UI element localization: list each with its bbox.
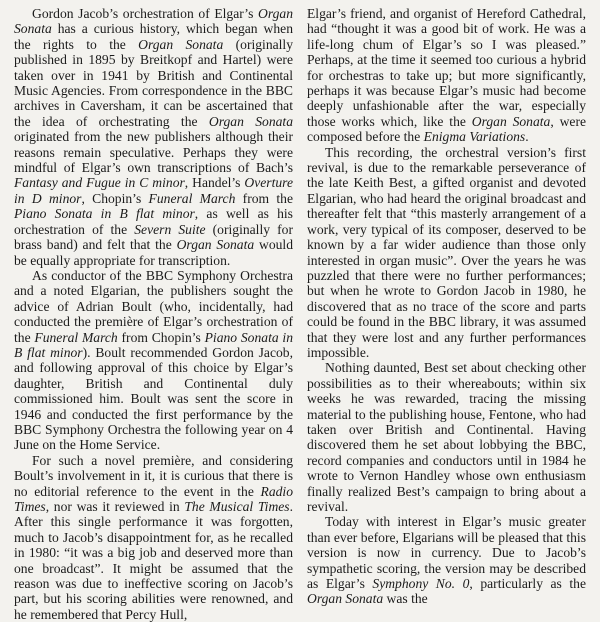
text-run: Elgar’s friend, and organist of Hereford Cathedral, had “thought it was a good bit of work. He was a life-long chum of Elgar’s so I was pleased.” Perhaps, at the time it seemed too curious a hybrid for orchestras to take up; but more significantly, perhaps it was because Elgar’s music had become deeply unfashionable after the war, especially those works which, like the	[307, 6, 586, 129]
text-run: , particularly as the	[469, 576, 586, 592]
italic-title: The Musical Times	[184, 499, 290, 514]
text-run: (originally published in 1895 by Breitkopf and Hartel) were taken over in 1941 by British and Continental Music Agencies. From correspondence in the BBC archives in Caversham, it can be ascertained that the idea of orchestrating the	[14, 36, 293, 129]
italic-title: Organ Sonata	[14, 6, 293, 37]
italic-title: Enigma Variations	[423, 129, 526, 145]
italic-title: Overture in D minor	[14, 175, 293, 206]
text-run: from Chopin’s	[117, 329, 205, 345]
text-run: , were composed before the	[307, 113, 587, 145]
text-run: , nor was it reviewed in	[45, 499, 185, 514]
paragraph	[14, 268, 293, 453]
text-run: would be equally appropriate for transcription.	[14, 237, 293, 268]
text-run: .	[525, 129, 529, 145]
text-run: , Handel’s	[184, 175, 245, 191]
italic-title: Piano Sonata in B flat minor	[14, 329, 294, 360]
text-run: has a curious history, which began when the rights to the	[14, 21, 293, 52]
italic-title: Organ Sonata	[307, 591, 384, 607]
text-run: was the	[383, 591, 428, 607]
text-run: from the	[235, 190, 293, 206]
text-run: , as well as his orchestration of the	[14, 206, 293, 237]
paragraph	[307, 145, 586, 361]
text-run: Gordon Jacob’s orchestration of Elgar’s	[32, 6, 258, 21]
text-column-left	[14, 6, 294, 622]
italic-title: Symphony No. 0	[372, 576, 470, 592]
text-run: Today with interest in Elgar’s music greater than ever before, Elgarians will be pleased that this version is now in currency. Due to Jacob’s sympathetic scoring, the version may be described as Elgar’s	[307, 514, 586, 592]
italic-title: Severn Suite	[134, 221, 206, 237]
text-run: This recording, the orchestral version’s first revival, is due to the remarkable perseverance of the late Keith Best, a gifted organist and devoted Elgarian, who had heard the original broadcast and thereafter felt that “this masterly arrangement of a work, very typical of its composer, deserved to be known by a far wider audience than those only interested in organ music”. Over the years he was puzzled that there were no further performances; but when he wrote to Gordon Jacob in 1980, he discovered that as no trace of the score and parts could be found in the BBC library, it was assumed that they were lost and any further performances impossible.	[307, 144, 586, 360]
text-run: Nothing daunted, Best set about checking other possibilities as to their whereabouts; within six weeks he was rewarded, tracing the missing material to the publishing house, Fentone, who had taken over British and Continental. Having discovered them he set about lobbying the BBC, record companies and conductors until in 1984 he wrote to Vernon Handley whose own enthusiasm finally realized Best’s campaign to bring about a revival.	[307, 360, 586, 514]
text-run: (originally for brass band) and felt that the	[14, 221, 293, 253]
italic-title: Organ Sonata	[176, 237, 255, 253]
text-run: , Chopin’s	[81, 190, 149, 206]
text-run: As conductor of the BBC Symphony Orchestra and a noted Elgarian, the publishers sought the advice of Adrian Boult (who, incidentally, had conducted the première of Elgar’s orchestration of the	[14, 267, 293, 345]
text-run: . After this single performance it was forgotten, much to Jacob’s disappointment for, as he recalled in 1980: “it was a big job and deserved more than one broadcast”. It might be assumed that the reason was due to ineffective scoring on Jacob’s part, but his scoring abilities were renowned, and he remembered that Percy Hull,	[14, 499, 293, 622]
text-column-right	[307, 6, 587, 607]
text-run: For such a novel première, and considering Boult’s involvement in it, it is curious that there is no editorial reference to the event in the	[14, 452, 293, 499]
italic-title: Organ Sonata	[471, 113, 551, 129]
italic-title: Organ Sonata	[138, 36, 224, 52]
italic-title: Funeral March	[148, 190, 236, 206]
paragraph	[307, 514, 586, 606]
paragraph	[14, 6, 293, 268]
italic-title: Organ Sonata	[208, 113, 293, 129]
text-run: ). Boult recommended Gordon Jacob, and following approval of this choice by Elgar’s daughter, British and Continental duly commissioned him. Boult was sent the score in 1946 and conducted the first performance by the BBC Symphony Orchestra the following year on 4 June on the Home Service.	[14, 344, 293, 453]
paragraph	[307, 6, 586, 145]
paragraph	[14, 453, 293, 622]
italic-title: Piano Sonata in B flat minor	[14, 206, 195, 222]
text-run: originated from the new publishers although their reasons remain speculative. Perhaps they were mindful of Elgar’s own transcriptions of Bach’s	[14, 129, 293, 176]
italic-title: Fantasy and Fugue in C minor	[14, 175, 185, 191]
italic-title: Funeral March	[34, 329, 118, 345]
italic-title: Radio Times	[14, 483, 293, 514]
paragraph	[307, 360, 586, 514]
